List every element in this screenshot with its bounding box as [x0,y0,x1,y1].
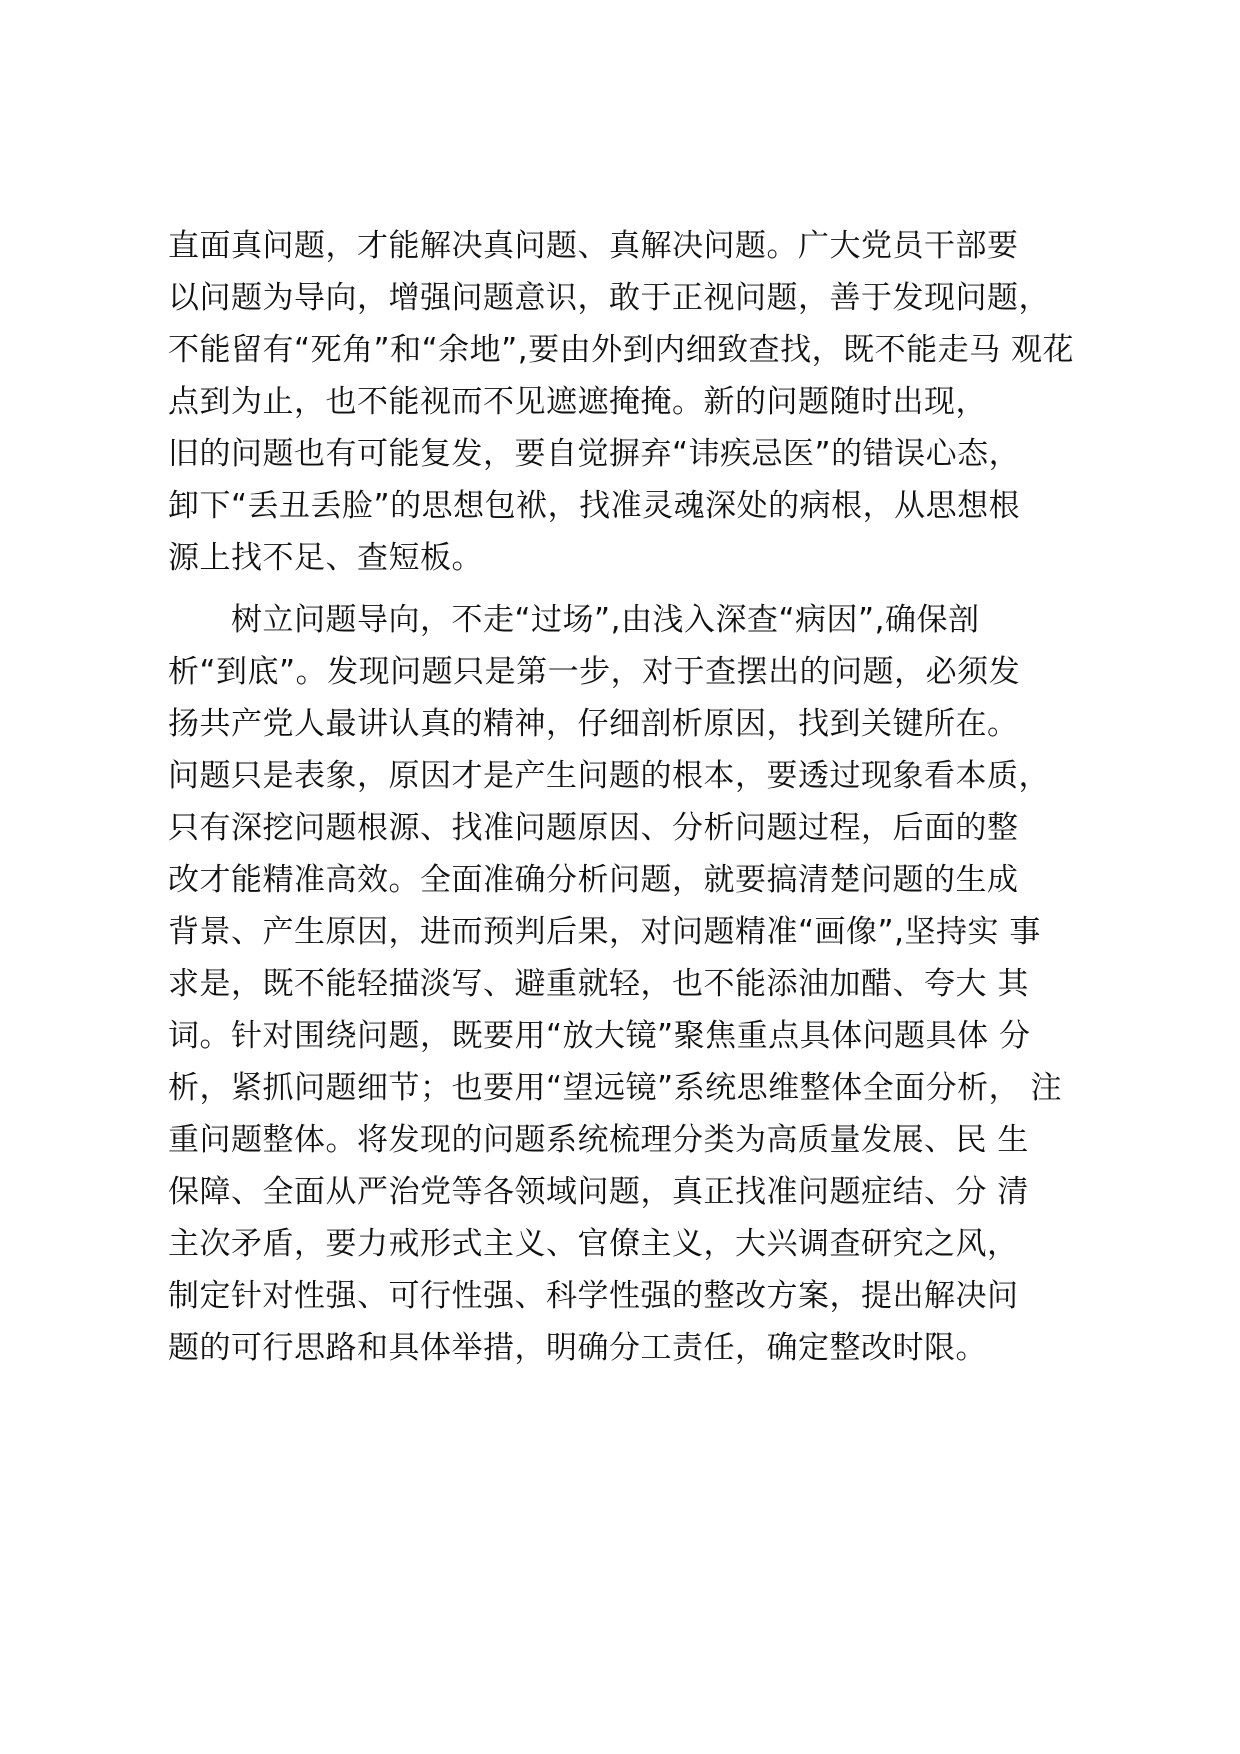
paragraph-1 [168,220,1108,584]
text-line: 直面真问题，才能解决真问题、真解决问题。广大党员干部要 [168,228,1019,264]
text-line: 析“到底”。发现问题只是第一步，对于查摆出的问题，必须发 [168,654,1021,690]
paragraph-2 [168,594,1108,1374]
text-line: 点到为止，也不能视而不见遮遮掩掩。新的问题随时出现， [168,384,987,420]
text-line: 树立问题导向，不走“过场”,由浅入深查“病因”,确保剖 [231,602,980,638]
text-line: 旧的问题也有可能复发，要自觉摒弃“讳疾忌医”的错误心态， [168,436,1021,472]
text-line: 制定针对性强、可行性强、科学性强的整改方案，提出解决问 [168,1278,1019,1314]
text-line: 只有深挖问题根源、找准问题原因、分析问题过程，后面的整 [168,810,1019,846]
text-line: 题的可行思路和具体举措，明确分工责任，确定整改时限。 [168,1330,987,1366]
text-line: 重问题整体。将发现的问题系统梳理分类为高质量发展、民 生 [168,1122,1029,1158]
document-body [168,220,1108,1374]
text-line: 问题只是表象，原因才是产生问题的根本，要透过现象看本质， [168,758,1050,794]
text-line: 扬共产党人最讲认真的精神，仔细剖析原因，找到关键所在。 [168,706,1019,742]
text-line: 主次矛盾，要力戒形式主义、官僚主义，大兴调查研究之风， [168,1226,1019,1262]
text-line: 背景、产生原因，进而预判后果，对问题精准“画像”,坚持实 事 [168,914,1041,950]
text-line: 保障、全面从严治党等各领域问题，真正找准问题症结、分 清 [168,1174,1029,1210]
text-line: 析，紧抓问题细节；也要用“望远镜”系统思维整体全面分析， 注 [168,1070,1062,1106]
text-line: 求是，既不能轻描淡写、避重就轻，也不能添油加醋、夸大 其 [168,966,1029,1002]
text-line: 以问题为导向，增强问题意识，敢于正视问题，善于发现问题， [168,280,1050,316]
text-line: 源上找不足、查短板。 [168,540,483,576]
text-line: 不能留有“死角”和“余地”,要由外到内细致查找，既不能走马 观花 [168,332,1074,368]
text-line: 卸下“丢丑丢脸”的思想包袱，找准灵魂深处的病根，从思想根 [168,488,1021,524]
text-line: 词。针对围绕问题，既要用“放大镜”聚焦重点具体问题具体 分 [168,1018,1031,1054]
text-line: 改才能精准高效。全面准确分析问题，就要搞清楚问题的生成 [168,862,1019,898]
